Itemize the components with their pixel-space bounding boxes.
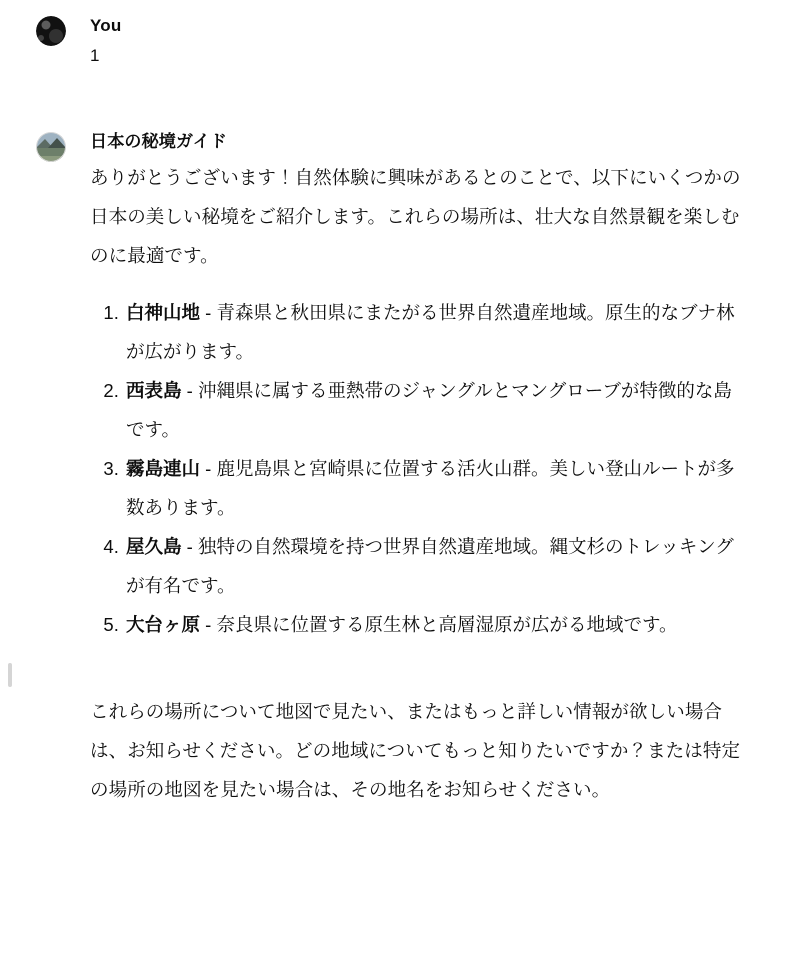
list-item-description: - 奈良県に位置する原生林と高層湿原が広がる地域です。 <box>200 614 678 635</box>
list-item-name: 霧島連山 <box>126 458 201 479</box>
list-item <box>124 527 744 605</box>
assistant-intro-paragraph: ありがとうございます！自然体験に興味があるとのことで、以下にいくつかの日本の美しい秘境をご紹介します。これらの場所は、壮大な自然景観を楽しむのに最適です。 <box>90 167 741 266</box>
user-avatar-container <box>36 14 90 46</box>
list-item-name: 西表島 <box>126 380 182 401</box>
assistant-avatar-landscape-photo-icon <box>36 132 66 162</box>
message-user <box>36 14 744 70</box>
list-item-description: - 青森県と秋田県にまたがる世界自然遺産地域。原生的なブナ林が広がります。 <box>126 302 735 362</box>
assistant-avatar-container <box>36 130 90 162</box>
list-item-name: 大台ヶ原 <box>126 614 201 635</box>
list-item <box>124 605 744 644</box>
list-item <box>124 449 744 527</box>
list-item-name: 屋久島 <box>126 536 182 557</box>
user-avatar-dark-circle-icon <box>36 16 66 46</box>
list-item <box>124 371 744 449</box>
assistant-outro-paragraph: これらの場所について地図で見たい、またはもっと詳しい情報が欲しい場合は、お知らせください。どの地域についてもっと知りたいですか？または特定の場所の地図を見たい場合は、その地名をお知らせください。 <box>90 701 741 800</box>
user-message-text: 1 <box>90 46 100 65</box>
hidden-gems-list <box>90 293 744 644</box>
list-item-name: 白神山地 <box>126 302 201 323</box>
assistant-author-name: 日本の秘境ガイド <box>90 132 228 151</box>
message-assistant <box>36 130 744 809</box>
scrollbar-thumb[interactable] <box>8 663 12 687</box>
list-item-description: - 独特の自然環境を持つ世界自然遺産地域。縄文杉のトレッキングが有名です。 <box>126 536 734 596</box>
user-author-name: You <box>90 16 122 35</box>
list-item-description: - 鹿児島県と宮崎県に位置する活火山群。美しい登山ルートが多数あります。 <box>126 458 735 518</box>
list-item <box>124 293 744 371</box>
user-message-body <box>90 14 744 70</box>
assistant-message-body <box>90 130 744 809</box>
list-item-description: - 沖縄県に属する亜熱帯のジャングルとマングローブが特徴的な島です。 <box>126 380 732 440</box>
